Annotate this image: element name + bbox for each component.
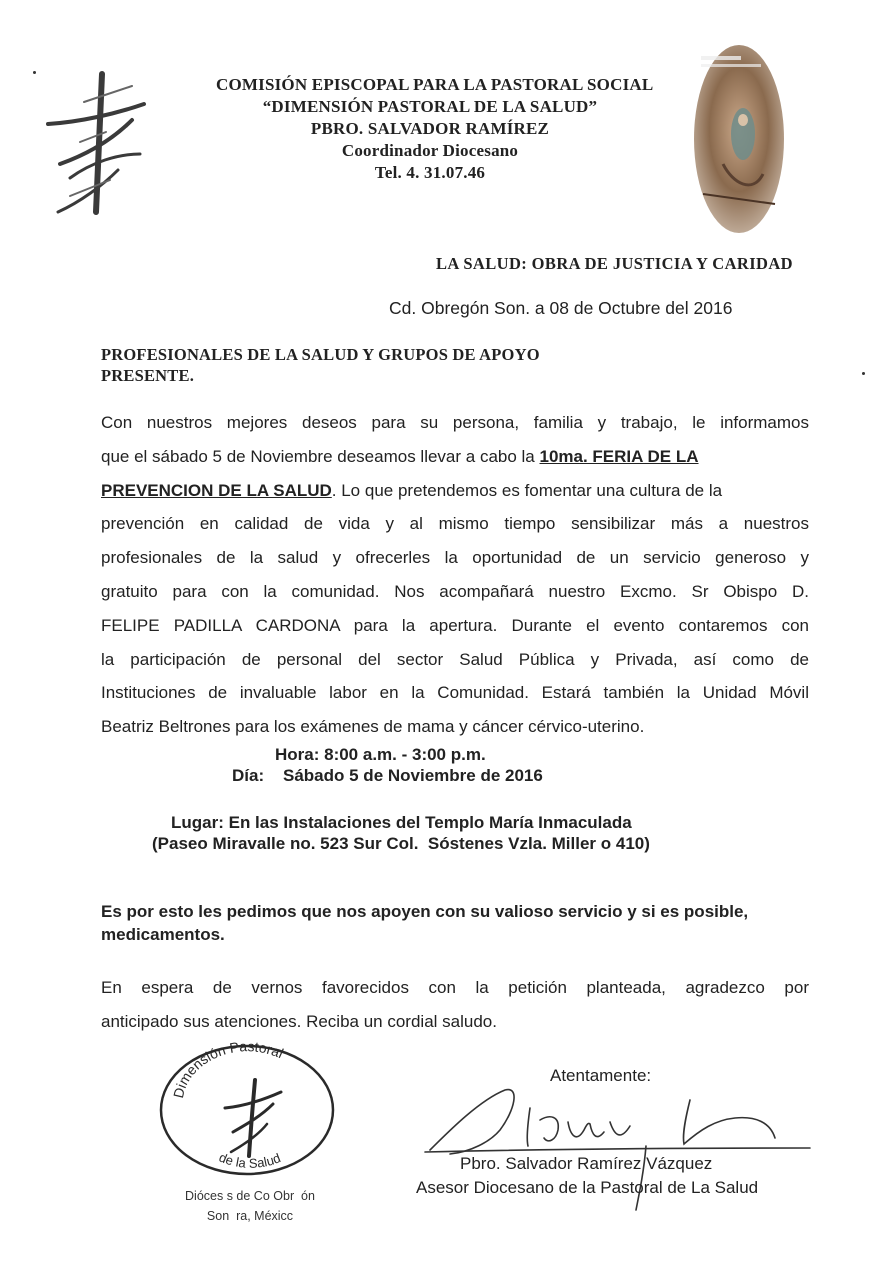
body-line (101, 474, 809, 508)
letter-date: Cd. Obregón Son. a 08 de Octubre del 2016 (389, 298, 733, 318)
appeal-text: Es por esto les pedimos que nos apoyen con su valioso servicio y si es posible, medicamentos. (101, 902, 749, 944)
event-place: Lugar: En las Instalaciones del Templo María Inmaculada (171, 813, 632, 832)
body-line: FELIPE PADILLA CARDONA para la apertura. Durante el evento contaremos con (101, 615, 809, 635)
event-name-highlight: 10ma. FERIA DE LA (539, 446, 699, 466)
body-line (101, 440, 809, 474)
body-line: la participación de personal del sector Salud Pública y Privada, así como de (101, 649, 809, 669)
body-line: profesionales de la salud y ofrecerles la oportunidad de un servicio generoso y (101, 548, 809, 568)
letter-body (101, 406, 809, 744)
seal-diocese: Dióces s de Co Obr ón (185, 1189, 315, 1203)
body-text: . Lo que pretendemos es fomentar una cultura de la (331, 480, 723, 500)
signer-title: Asesor Diocesano de la Pastoral de La Salud (416, 1178, 759, 1197)
sign-off-label: Atentamente: (550, 1066, 652, 1085)
body-line: Con nuestros mejores deseos para su persona, familia y trabajo, le informamos (101, 413, 809, 432)
seal-country: Son ra, Méxicc (206, 1209, 294, 1223)
recipient-line: PROFESIONALES DE LA SALUD Y GRUPOS DE APOYO (101, 345, 540, 364)
svg-text:Dimensión Pastoral (170, 1040, 286, 1100)
scan-speck (33, 71, 36, 74)
closing-line: anticipado sus atenciones. Reciba un cordial saludo. (101, 1012, 497, 1031)
letterhead-commission: COMISIÓN EPISCOPAL PARA LA PASTORAL SOCIAL (216, 75, 654, 94)
cross-logo-icon (40, 62, 150, 222)
event-address: (Paseo Miravalle no. 523 Sur Col. Sóstenes Vzla. Miller o 410) (152, 834, 650, 853)
letterhead (150, 74, 710, 184)
recipient (101, 344, 540, 386)
body-text: que el sábado 5 de Noviembre deseamos llevar a cabo la (101, 446, 540, 466)
closing-line: En espera de vernos favorecidos con la petición planteada, agradezco por (101, 978, 809, 997)
recipient-presente: PRESENTE. (101, 366, 195, 385)
seal-icon (155, 1040, 340, 1180)
event-time: Hora: 8:00 a.m. - 3:00 p.m. (275, 745, 486, 764)
event-day: Día: Sábado 5 de Noviembre de 2016 (232, 766, 543, 785)
closing (101, 971, 809, 1039)
seal-caption (150, 1186, 350, 1226)
seal-bottom-text: de la Salud (216, 1149, 283, 1171)
body-line: prevención en calidad de vida y al mismo tiempo sensibilizar más a nuestros (101, 514, 809, 534)
signer-name: Pbro. Salvador Ramírez Vázquez (460, 1154, 713, 1173)
letterhead-role: Coordinador Diocesano (341, 141, 519, 160)
body-line: gratuito para con la comunidad. Nos acompañará nuestro Excmo. Sr Obispo D. (101, 581, 809, 601)
letterhead-phone: Tel. 4. 31.07.46 (374, 163, 486, 182)
motto: LA SALUD: OBRA DE JUSTICIA Y CARIDAD (436, 254, 793, 273)
letterhead-dimension: “DIMENSIÓN PASTORAL DE LA SALUD” (262, 97, 598, 116)
body-line: Instituciones de invaluable labor en la Comunidad. Estará también la Unidad Móvil (101, 683, 809, 703)
letterhead-priest: PBRO. SALVADOR RAMÍREZ (310, 119, 550, 138)
scan-speck (862, 372, 865, 375)
event-name-highlight: PREVENCION DE LA SALUD (101, 480, 332, 500)
seal-top-text: Dimensión Pastoral (169, 1040, 286, 1100)
body-line: Beatriz Beltrones para los exámenes de mama y cáncer cérvico-uterino. (101, 717, 645, 737)
